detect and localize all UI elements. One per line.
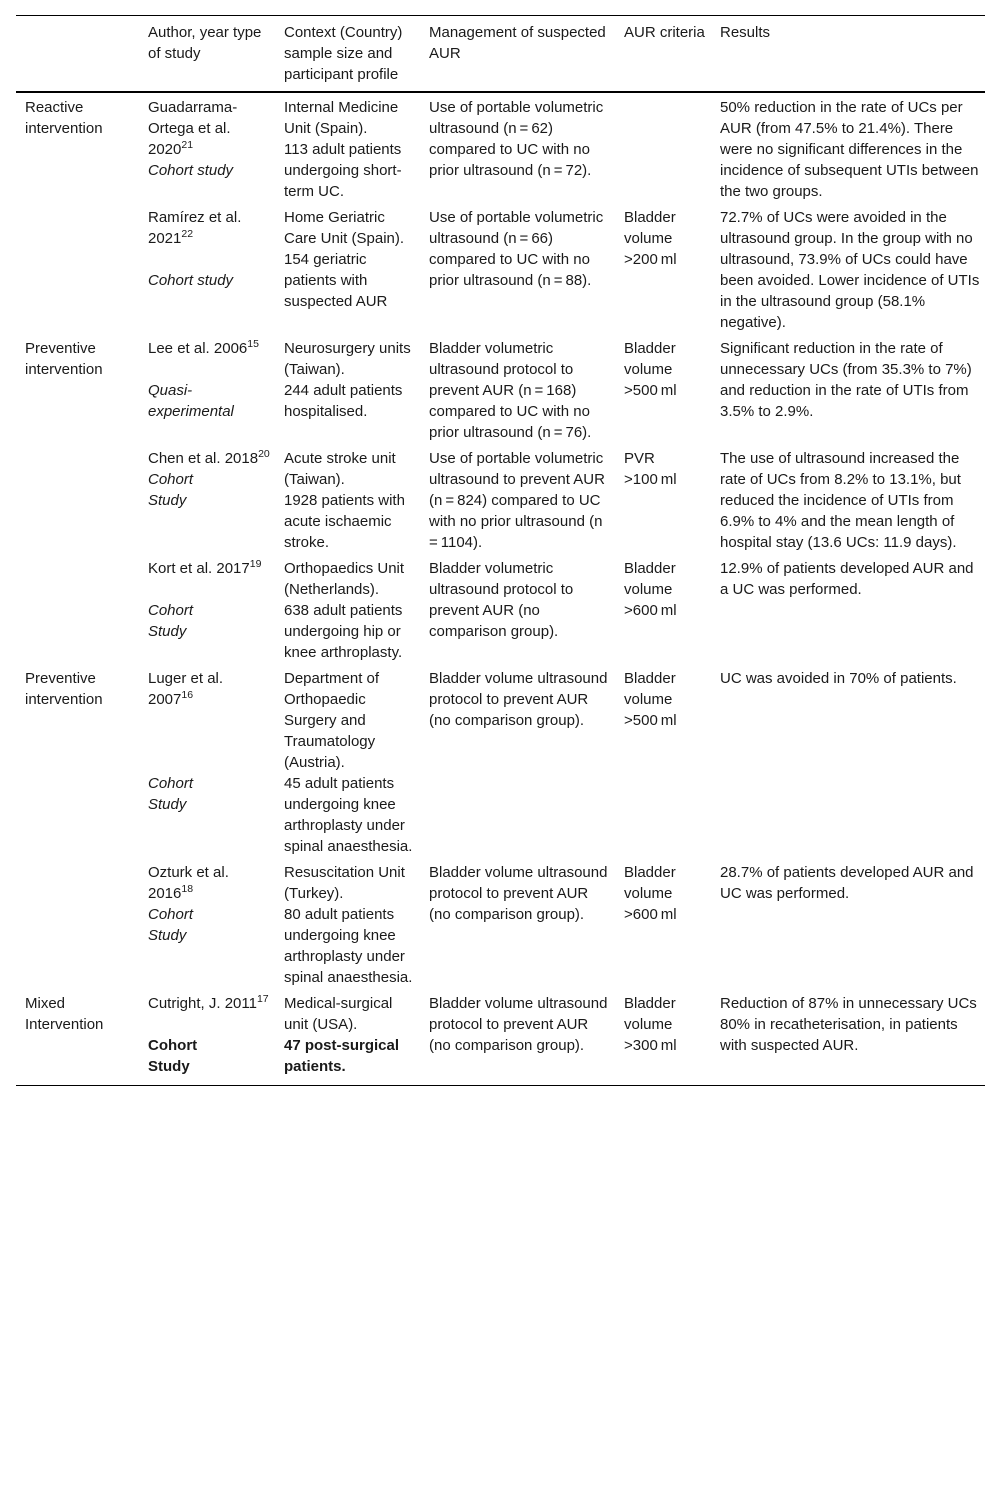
- management-cell: Use of portable volumetric ultrasound (n = 66) compared to UC with no prior ultrasound (n = 88).: [429, 209, 604, 289]
- study-design: Quasi-experimental: [148, 382, 234, 420]
- reference-number: 17: [256, 993, 269, 1005]
- author-name: Chen et al. 2018: [148, 450, 259, 467]
- results-cell: 72.7% of UCs were avoided in the ultrasound group. In the group with no ultrasound, 73.9% of UCs could have been avoided. Lower incidence of UTIs in the ultrasound group (58.1% negative).: [720, 209, 980, 331]
- table-row: [16, 92, 985, 204]
- study-design: Cohort Study: [148, 602, 194, 640]
- table-row: [16, 204, 985, 335]
- context-cell: [275, 859, 420, 990]
- context-cell: [275, 204, 420, 335]
- reference-number: 19: [249, 558, 262, 570]
- study-sample: 45 adult patients undergoing knee arthroplasty under spinal anaesthesia.: [284, 775, 413, 855]
- criteria-cell: PVR >100 ml: [624, 450, 677, 488]
- author-cell: [139, 665, 275, 859]
- reference-number: 22: [181, 228, 194, 240]
- study-design: Cohort Study: [148, 906, 194, 944]
- criteria-cell: Bladder volume >600 ml: [624, 864, 677, 923]
- study-setting: Resuscitation Unit (Turkey).: [284, 864, 405, 902]
- management-cell: Bladder volume ultrasound protocol to prevent AUR (no comparison group).: [429, 670, 608, 729]
- results-cell: Reduction of 87% in unnecessary UCs 80% in recatheterisation, in patients with suspected AUR.: [720, 995, 977, 1054]
- author-name: Guadarrama-Ortega et al. 2020: [148, 99, 238, 158]
- study-setting: Department of Orthopaedic Surgery and Traumatology (Austria).: [284, 670, 380, 771]
- results-cell: Significant reduction in the rate of unnecessary UCs (from 35.3% to 7%) and reduction in the rate of UTIs from 3.5% to 2.9%.: [720, 340, 972, 420]
- study-setting: Internal Medicine Unit (Spain).: [284, 99, 399, 137]
- study-design: Cohort Study: [148, 775, 194, 813]
- study-setting: Medical-surgical unit (USA).: [284, 995, 393, 1033]
- study-setting: Neurosurgery units (Taiwan).: [284, 340, 411, 378]
- study-design: Cohort Study: [148, 1037, 198, 1075]
- study-design: Cohort study: [148, 162, 234, 179]
- study-sample: 80 adult patients undergoing knee arthroplasty under spinal anaesthesia.: [284, 906, 413, 986]
- management-cell: Bladder volumetric ultrasound protocol to prevent AUR (no comparison group).: [429, 560, 574, 640]
- reference-number: 21: [181, 139, 194, 151]
- author-name: Ramírez et al. 2021: [148, 209, 242, 247]
- criteria-cell: Bladder volume >300 ml: [624, 995, 677, 1054]
- header-aur-criteria: AUR criteria: [624, 24, 705, 41]
- table-row: [16, 665, 985, 859]
- author-name: Cutright, J. 2011: [148, 995, 257, 1012]
- table-row: [16, 335, 985, 445]
- context-cell: [275, 92, 420, 204]
- author-cell: [139, 859, 275, 990]
- criteria-cell: Bladder volume >200 ml: [624, 209, 677, 268]
- author-name: Kort et al. 2017: [148, 560, 250, 577]
- study-setting: Orthopaedics Unit (Netherlands).: [284, 560, 405, 598]
- management-cell: Use of portable volumetric ultrasound to prevent AUR (n = 824) compared to UC with no prior ultrasound (n = 1104).: [429, 450, 606, 551]
- intervention-cell: [16, 445, 139, 555]
- study-sample: 244 adult patients hospitalised.: [284, 382, 403, 420]
- context-cell: [275, 990, 420, 1086]
- author-cell: [139, 990, 275, 1086]
- study-setting: Home Geriatric Care Unit (Spain).: [284, 209, 405, 247]
- intervention-cell: [16, 204, 139, 335]
- evidence-table-container: [16, 15, 985, 1086]
- study-sample: 1928 patients with acute ischaemic stroke.: [284, 492, 405, 551]
- intervention-cell: Mixed Intervention: [25, 995, 104, 1033]
- results-cell: 28.7% of patients developed AUR and UC was performed.: [720, 864, 974, 902]
- criteria-cell: [615, 92, 711, 204]
- intervention-cell: [16, 555, 139, 665]
- context-cell: [275, 445, 420, 555]
- results-cell: The use of ultrasound increased the rate of UCs from 8.2% to 13.1%, but reduced the incidence of UTIs from 6.9% to 4% and the mean length of hospital stay (13.6 UCs: 11.9 days).: [720, 450, 961, 551]
- management-cell: Bladder volume ultrasound protocol to prevent AUR (no comparison group).: [429, 864, 608, 923]
- study-design: Cohort Study: [148, 471, 194, 509]
- study-sample: 113 adult patients undergoing short-term UC.: [284, 141, 402, 200]
- intervention-cell: Preventive intervention: [25, 670, 103, 708]
- table-row: [16, 859, 985, 990]
- header-context: Context (Country) sample size and participant profile: [284, 24, 403, 83]
- management-cell: Bladder volume ultrasound protocol to prevent AUR (no comparison group).: [429, 995, 608, 1054]
- reference-number: 18: [181, 883, 194, 895]
- management-cell: Bladder volumetric ultrasound protocol to prevent AUR (n = 168) compared to UC with no prior ultrasound (n = 76).: [429, 340, 592, 441]
- author-cell: [139, 335, 275, 445]
- results-cell: UC was avoided in 70% of patients.: [720, 670, 957, 687]
- criteria-cell: Bladder volume >600 ml: [624, 560, 677, 619]
- header-intervention: [16, 16, 139, 93]
- criteria-cell: Bladder volume >500 ml: [624, 340, 677, 399]
- table-row: [16, 555, 985, 665]
- context-cell: [275, 665, 420, 859]
- context-cell: [275, 335, 420, 445]
- reference-number: 20: [258, 448, 270, 460]
- study-sample: 47 post-surgical patients.: [284, 1037, 400, 1075]
- header-management: Management of suspected AUR: [429, 24, 606, 62]
- intervention-cell: Reactive intervention: [25, 99, 103, 137]
- study-setting: Acute stroke unit (Taiwan).: [284, 450, 396, 488]
- author-name: Luger et al. 2007: [148, 670, 224, 708]
- author-name: Lee et al. 2006: [148, 340, 248, 357]
- criteria-cell: Bladder volume >500 ml: [624, 670, 677, 729]
- context-cell: [275, 555, 420, 665]
- study-sample: 154 geriatric patients with suspected AUR: [284, 251, 388, 310]
- results-cell: 50% reduction in the rate of UCs per AUR (from 47.5% to 21.4%). There were no significant differences in the incidence of subsequent UTIs between the two groups.: [720, 99, 979, 200]
- intervention-cell: [16, 859, 139, 990]
- header-results: Results: [720, 24, 771, 41]
- study-design: Cohort study: [148, 272, 234, 289]
- table-row: [16, 445, 985, 555]
- author-cell: [139, 204, 275, 335]
- intervention-cell: Preventive intervention: [25, 340, 103, 378]
- management-cell: Use of portable volumetric ultrasound (n = 62) compared to UC with no prior ultrasound (n = 72).: [429, 99, 604, 179]
- author-cell: [139, 555, 275, 665]
- table-header-row: [16, 16, 985, 93]
- table-row: [16, 990, 985, 1086]
- study-sample: 638 adult patients undergoing hip or knee arthroplasty.: [284, 602, 403, 661]
- header-author: Author, year type of study: [148, 24, 262, 62]
- reference-number: 15: [247, 338, 259, 350]
- results-cell: 12.9% of patients developed AUR and a UC was performed.: [720, 560, 974, 598]
- author-cell: [139, 92, 275, 204]
- author-cell: [139, 445, 275, 555]
- reference-number: 16: [181, 689, 194, 701]
- author-name: Ozturk et al. 2016: [148, 864, 229, 902]
- evidence-table: [16, 15, 985, 1086]
